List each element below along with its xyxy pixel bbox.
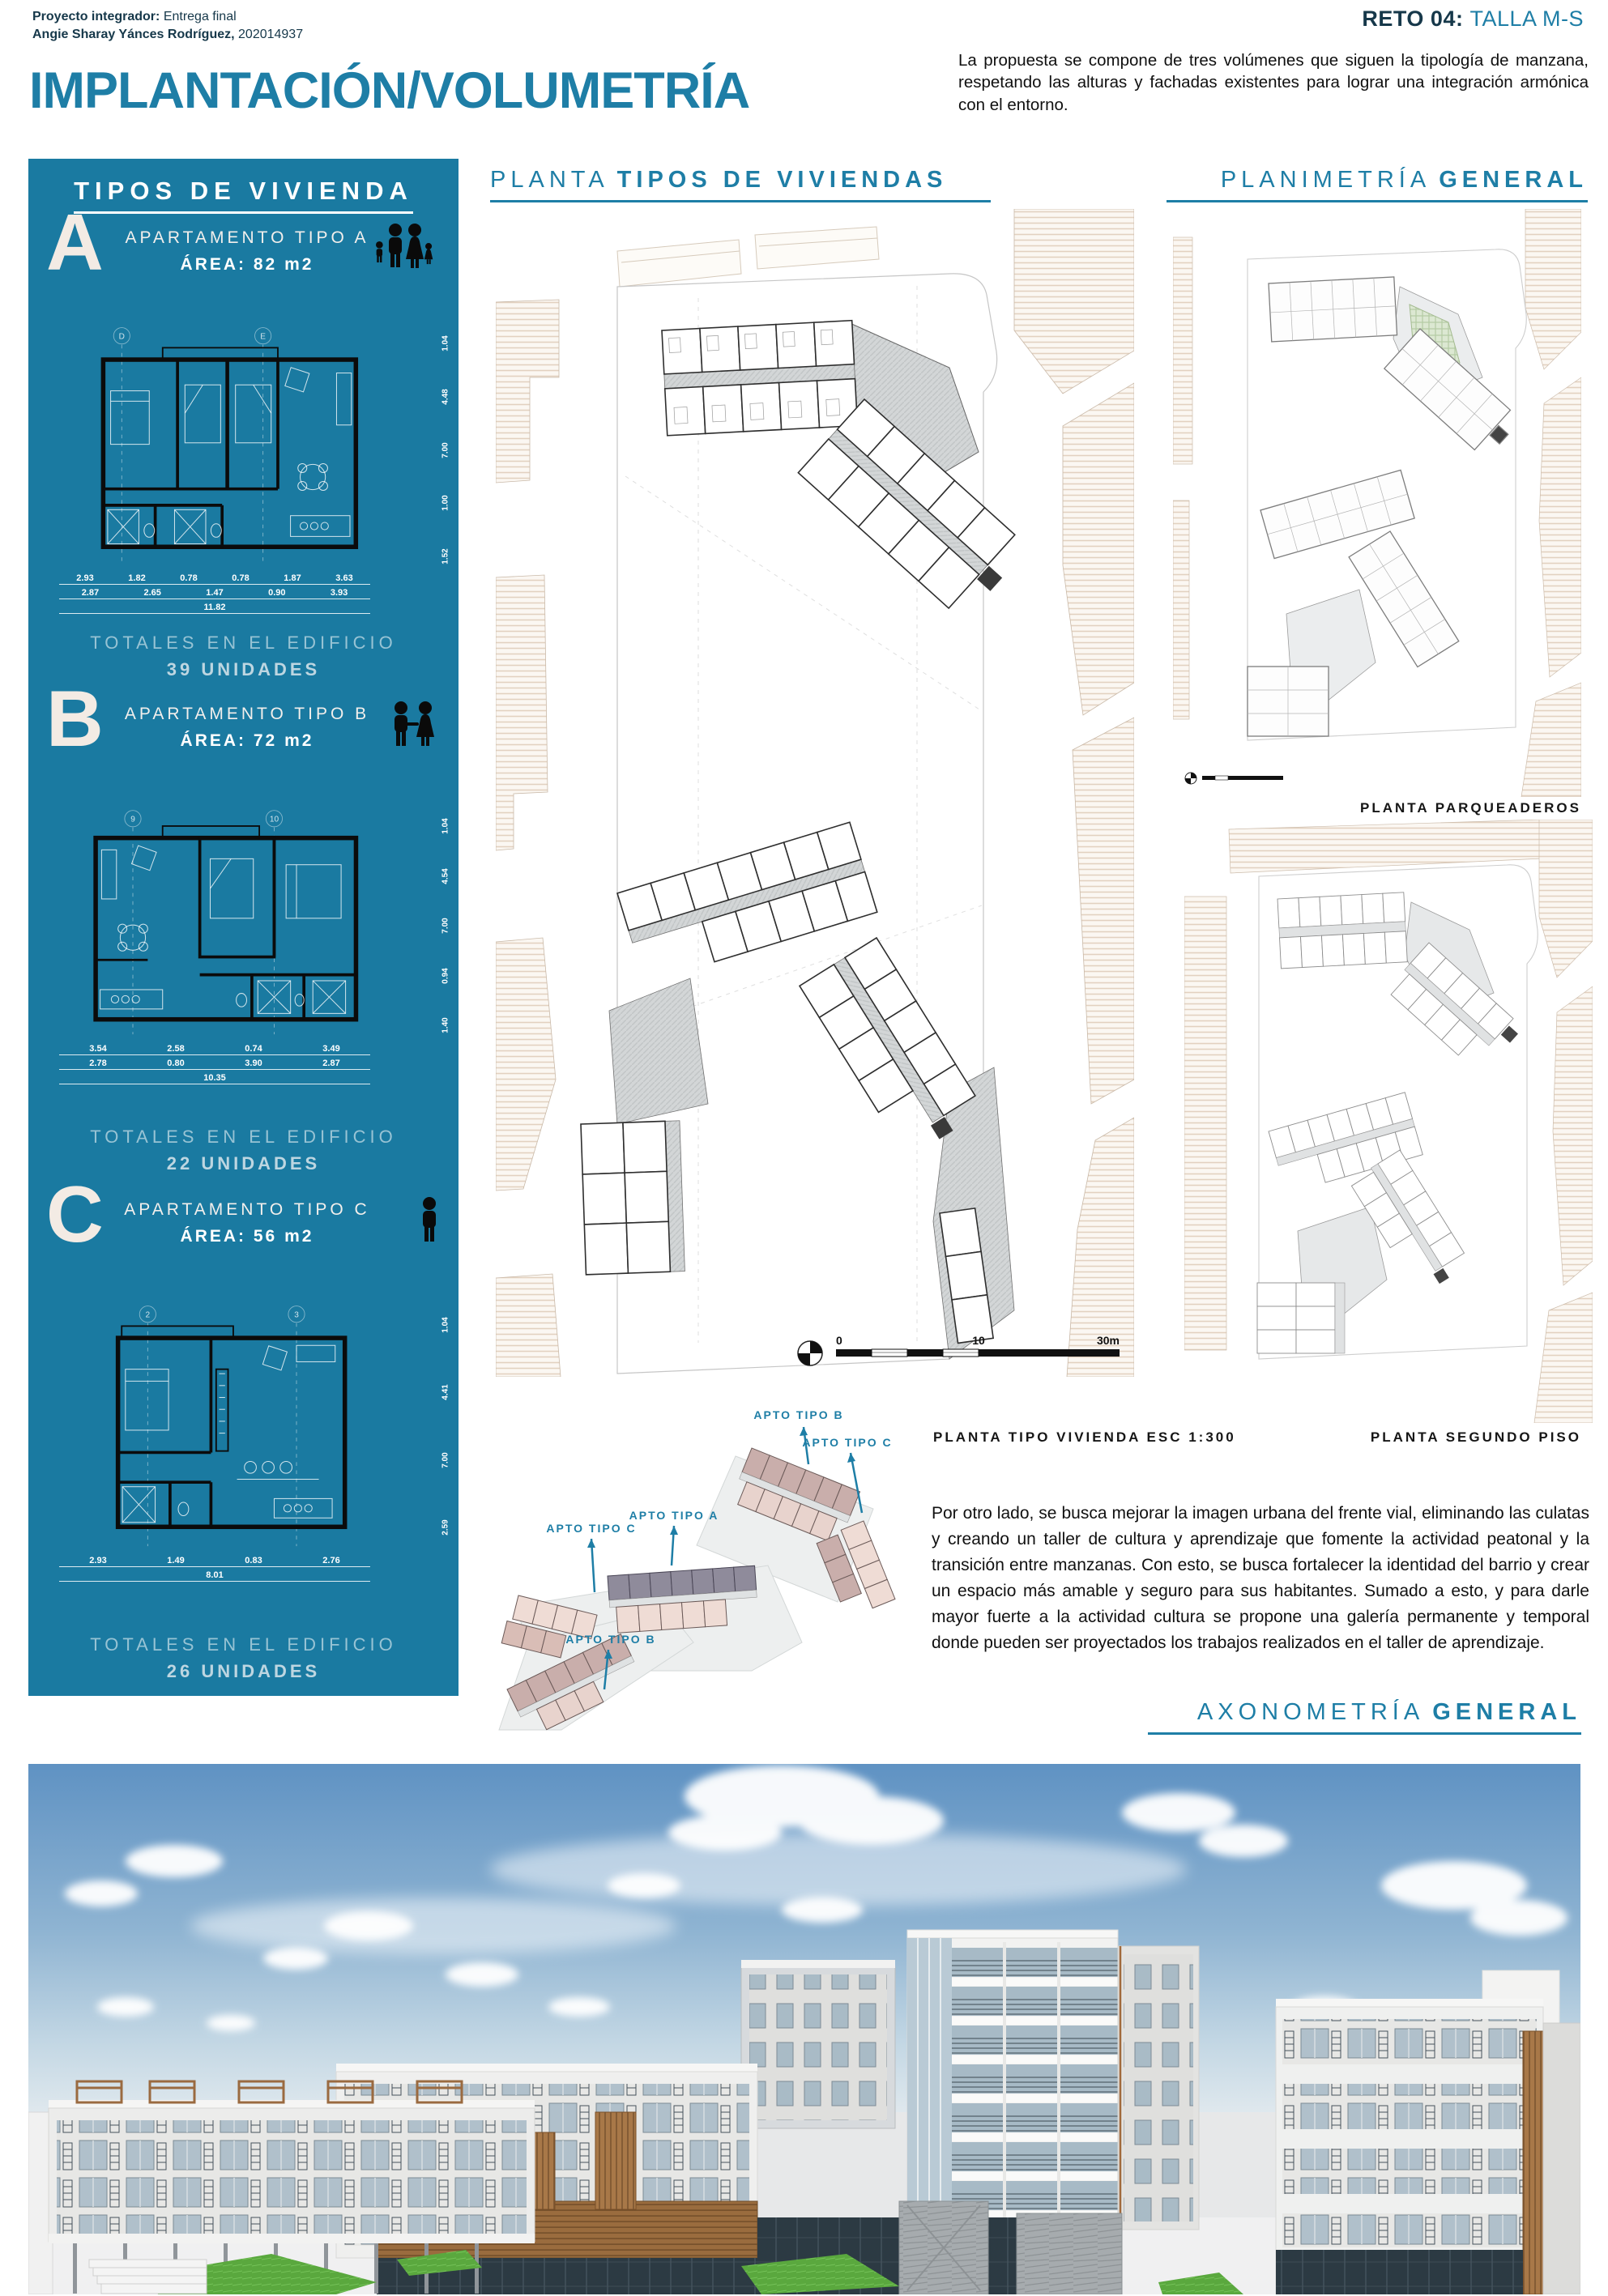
axonometry-heading	[1148, 1699, 1581, 1735]
type-letter: B	[46, 674, 104, 763]
dimension-value: 7.00	[441, 441, 450, 458]
dimension-value: 2.76	[322, 1556, 340, 1565]
dimension-value: 2.93	[76, 573, 94, 583]
totals-label: TOTALES EN EL EDIFICIO	[90, 633, 397, 653]
dimension-value: 2.65	[143, 588, 161, 598]
dimension-value: 1.52	[441, 548, 450, 564]
context-left	[1173, 237, 1192, 719]
dimension-value: 4.48	[441, 389, 450, 405]
dimension-value: 1.40	[441, 1017, 450, 1033]
dimension-value: 1.04	[441, 1317, 450, 1333]
svg-text:D: D	[118, 332, 125, 342]
totals-label: TOTALES EN EL EDIFICIO	[90, 1127, 397, 1147]
type-letter: C	[46, 1169, 104, 1259]
dimension-value: 0.74	[245, 1044, 262, 1054]
apartment-section-c	[28, 1169, 459, 1683]
context-blocks-left	[496, 300, 561, 1377]
apartment-area: ÁREA: 82 m2	[180, 255, 314, 274]
second-floor-plan-drawing	[1184, 820, 1593, 1423]
dimension-row-2	[59, 1059, 370, 1070]
heading-light: PLANTA	[490, 167, 609, 193]
svg-text:APTO TIPO A: APTO TIPO A	[629, 1509, 719, 1522]
heading-light: AXONOMETRÍA	[1196, 1699, 1425, 1725]
reto-value: TALLA M-S	[1469, 6, 1584, 31]
north-arrow-icon	[798, 1341, 822, 1365]
couple-icon	[392, 698, 439, 752]
reto-header	[1362, 6, 1584, 32]
dimension-value: 2.78	[89, 1059, 107, 1068]
reto-label: RETO 04:	[1362, 6, 1464, 31]
project-credit	[32, 8, 303, 45]
person-icon	[420, 1194, 439, 1247]
apartment-name: APARTAMENTO TIPO C	[124, 1200, 370, 1219]
svg-text:10: 10	[269, 815, 279, 824]
svg-text:APTO TIPO C: APTO TIPO C	[802, 1436, 893, 1449]
parking-plan-drawing	[1173, 209, 1581, 797]
dimension-value: 2.93	[89, 1556, 107, 1565]
apartment-header	[109, 228, 385, 275]
housing-types-sidebar	[28, 159, 459, 1696]
dimension-value: 0.78	[180, 573, 198, 583]
dimension-value: 2.87	[81, 588, 100, 598]
dimension-value: 1.00	[441, 495, 450, 511]
parking-plan-label: PLANTA PARQUEADEROS	[1360, 800, 1581, 816]
dimension-value: 2.59	[441, 1519, 450, 1536]
apartment-area: ÁREA: 72 m2	[180, 731, 314, 750]
dimension-row-1	[59, 1044, 370, 1055]
dimension-value: 0.80	[167, 1059, 185, 1068]
second-floor-plan-label: PLANTA SEGUNDO PISO	[1370, 1429, 1581, 1445]
apartment-name: APARTAMENTO TIPO B	[124, 705, 370, 723]
svg-text:2: 2	[145, 1310, 151, 1320]
axonometric-render-image	[28, 1764, 1580, 2294]
dimension-row-2	[59, 588, 370, 599]
dimension-value: 3.90	[245, 1059, 262, 1068]
dimension-rows	[59, 1044, 370, 1084]
type-letter: A	[46, 198, 104, 287]
totals-units: 26 UNIDADES	[166, 1661, 321, 1681]
building-totals	[28, 1634, 459, 1682]
axonometric-diagram	[484, 1399, 909, 1733]
page-title: IMPLANTACIÓN/VOLUMETRÍA	[29, 62, 750, 120]
mini-scale-bar	[1185, 773, 1283, 784]
credit-label: Proyecto integrador:	[32, 10, 160, 23]
dimension-value: 0.90	[268, 588, 286, 598]
dimension-row-1	[59, 1556, 370, 1567]
context-right	[1521, 209, 1581, 797]
dimension-value: 1.47	[206, 588, 224, 598]
author-name: Angie Sharay Yánces Rodríguez,	[32, 28, 235, 42]
svg-text:0: 0	[836, 1334, 842, 1347]
site-plan-drawing	[496, 209, 1134, 1377]
author-id: 202014937	[238, 28, 304, 42]
dimension-total: 8.01	[59, 1570, 370, 1582]
context-blocks-right	[1014, 209, 1134, 1377]
svg-text:APTO TIPO B: APTO TIPO B	[753, 1408, 844, 1421]
heading-bold: TIPOS DE VIVIENDAS	[616, 167, 948, 193]
building-totals	[28, 1127, 459, 1174]
apartment-header	[109, 1200, 385, 1246]
heading-bold: GENERAL	[1439, 167, 1588, 193]
dimension-rows	[59, 1556, 370, 1582]
intro-paragraph: La propuesta se compone de tres volúmenes que siguen la tipología de manzana, respetando las alturas y fachadas existentes para lograr una integración armónica con el entorno.	[958, 50, 1589, 114]
dimension-value: 0.94	[441, 967, 450, 984]
totals-label: TOTALES EN EL EDIFICIO	[90, 1634, 397, 1655]
dimension-value: 7.00	[441, 918, 450, 934]
heading-light: PLANIMETRÍA	[1220, 167, 1431, 193]
svg-text:APTO TIPO B: APTO TIPO B	[565, 1633, 656, 1646]
dimension-value: 1.04	[441, 818, 450, 834]
dimension-value: 1.49	[167, 1556, 185, 1565]
dimension-value: 3.93	[330, 588, 348, 598]
svg-text:9: 9	[130, 815, 135, 824]
lower-building-block	[581, 1121, 685, 1275]
svg-text:3: 3	[294, 1310, 299, 1320]
dimension-row-1	[59, 573, 370, 585]
apartment-section-b	[28, 674, 459, 1181]
side-dimensions	[436, 335, 457, 564]
apartment-name: APARTAMENTO TIPO A	[125, 228, 369, 247]
floor-plan-a	[51, 324, 378, 567]
right-building	[1276, 1970, 1580, 2294]
center-section-heading	[490, 167, 991, 202]
dimension-rows	[59, 573, 370, 614]
dimension-value: 4.54	[441, 867, 450, 884]
svg-text:10: 10	[972, 1334, 985, 1347]
tall-tower	[907, 1930, 1199, 2230]
credit-value: Entrega final	[163, 10, 237, 23]
dimension-value: 4.41	[441, 1384, 450, 1401]
dimension-value: 1.04	[441, 335, 450, 351]
svg-text:E: E	[260, 332, 267, 342]
dimension-value: 1.87	[284, 573, 301, 583]
svg-text:30m: 30m	[1096, 1334, 1120, 1347]
dimension-value: 7.00	[441, 1451, 450, 1468]
apartment-section-a	[28, 198, 459, 685]
dimension-value: 3.49	[322, 1044, 340, 1054]
totals-units: 22 UNIDADES	[166, 1153, 321, 1174]
dimension-value: 3.63	[335, 573, 353, 583]
totals-units: 39 UNIDADES	[166, 659, 321, 679]
dimension-value: 0.78	[232, 573, 250, 583]
dimension-total: 10.35	[59, 1073, 370, 1084]
dimension-value: 2.87	[322, 1059, 340, 1068]
side-dimensions	[436, 1317, 457, 1536]
apartment-area: ÁREA: 56 m2	[180, 1227, 314, 1246]
svg-text:APTO TIPO C: APTO TIPO C	[546, 1522, 637, 1535]
dimension-total: 11.82	[59, 603, 370, 614]
upper-building-bar	[662, 321, 857, 436]
side-dimensions	[436, 818, 457, 1033]
floor-plan-b	[51, 807, 378, 1036]
urban-strategy-paragraph: Por otro lado, se busca mejorar la imagen urbana del frente vial, eliminando las culatas y creando un taller de cultura y aprendizaje que fomente la actividad peatonal y la transición entre manzanas. Con esto, se busca fortalecer la identidad del barrio y crear un espacio más amable y seguro para sus habitantes. Sumado a esto, y para darle mayor fuerte a la actividad cultura se propone una galería permanente y temporal donde pueden ser proyectados los trabajos realizados en el taller de aprendizaje.	[932, 1504, 1589, 1652]
floor-plan-c	[51, 1302, 378, 1548]
heading-bold: GENERAL	[1432, 1699, 1581, 1725]
right-section-heading	[1167, 167, 1588, 202]
sidebar-title: TIPOS DE VIVIENDA	[28, 177, 459, 214]
dimension-value: 2.58	[167, 1044, 185, 1054]
dimension-value: 0.83	[245, 1556, 262, 1565]
back-tower	[741, 1960, 895, 2128]
dimension-value: 3.54	[89, 1044, 107, 1054]
entry-stairs	[89, 2260, 207, 2294]
family-icon	[374, 222, 439, 275]
apartment-header	[109, 705, 385, 751]
site-plan-caption: PLANTA TIPO VIVIENDA ESC 1:300	[933, 1429, 1236, 1445]
dimension-value: 1.82	[128, 573, 146, 583]
